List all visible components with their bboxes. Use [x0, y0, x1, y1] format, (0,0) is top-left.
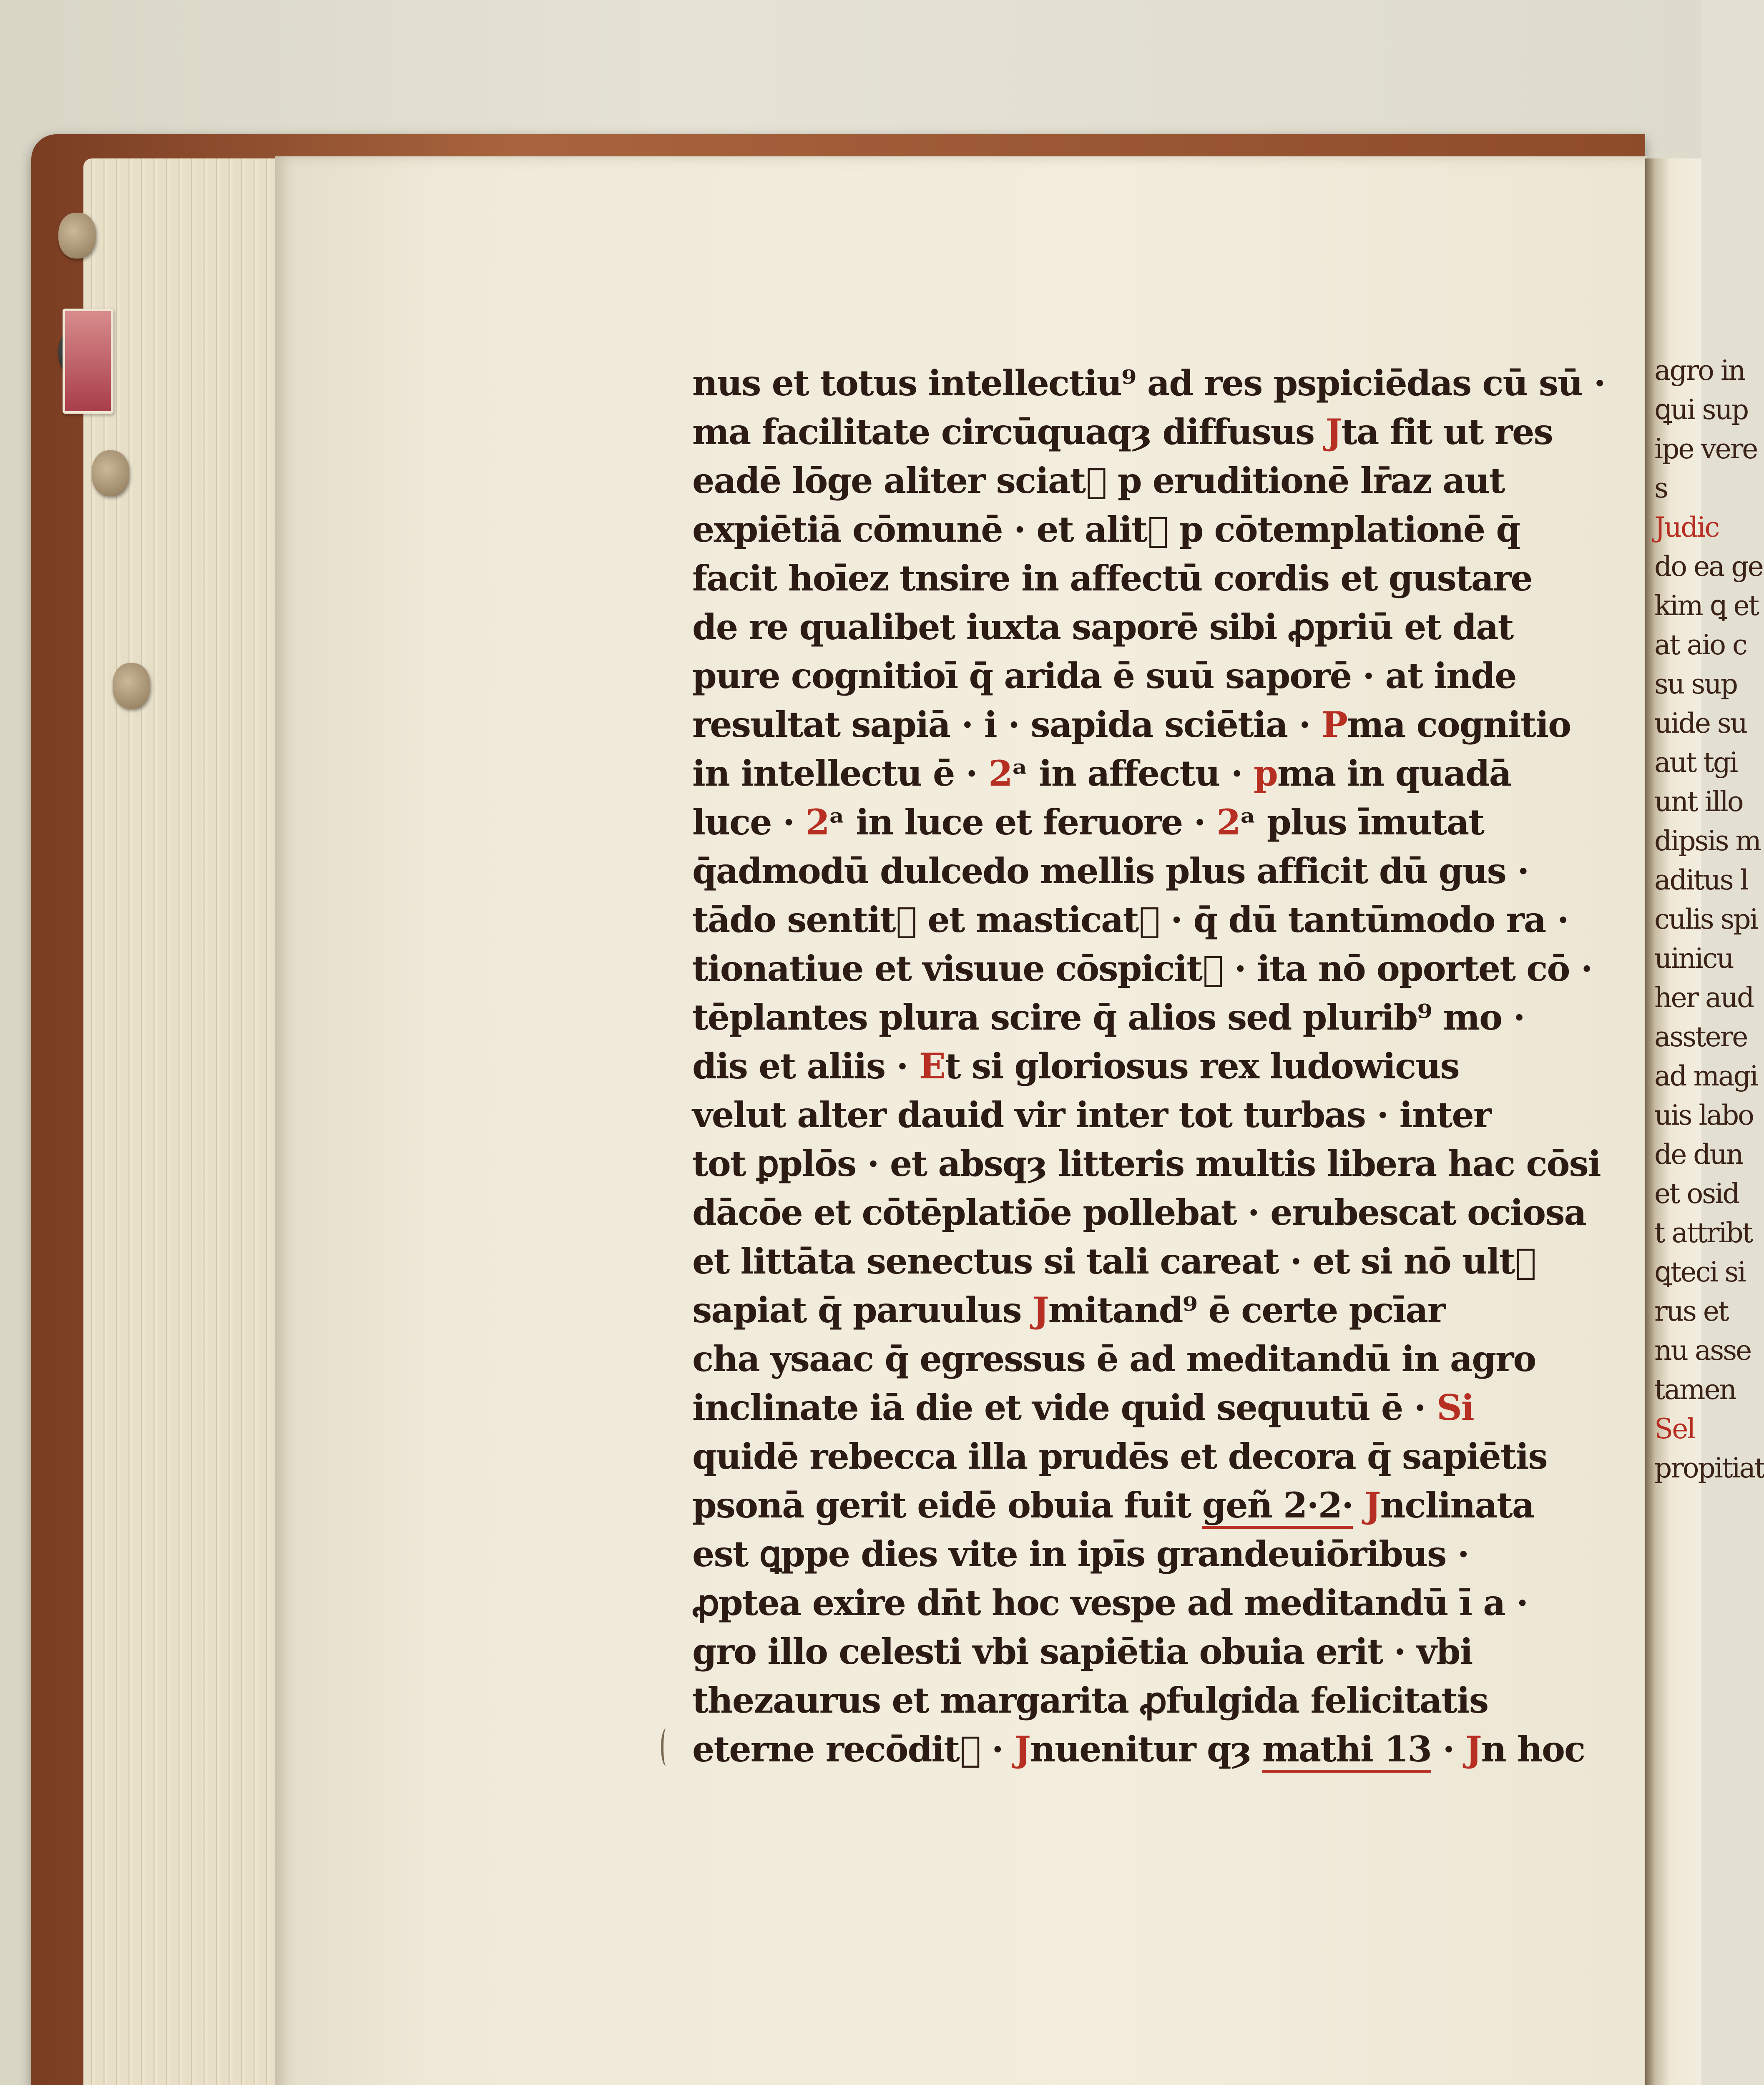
facing-page-fragment: de dun — [1654, 1138, 1743, 1171]
text-segment: pure cognitioī q̄ arida ē suū saporē · at inde — [692, 655, 1516, 696]
facing-page-fragment: nu asse — [1654, 1334, 1751, 1367]
text-segment: ma facilitate circūquaqȝ diffusus — [692, 411, 1326, 452]
text-segment: t si gloriosus rex ludowicus — [945, 1045, 1459, 1087]
text-line — [692, 1530, 1551, 1578]
text-segment: luce · — [692, 801, 806, 843]
text-line — [692, 993, 1551, 1042]
text-segment: velut alter dauid vir inter tot turbas · inter — [692, 1094, 1491, 1135]
facing-page-fragment: asstere — [1654, 1021, 1747, 1053]
text-line — [692, 1090, 1551, 1139]
tie-knot — [92, 450, 129, 496]
text-line — [692, 1627, 1551, 1676]
text-line — [692, 651, 1551, 700]
text-segment: in intellectu ē · — [692, 753, 989, 794]
text-segment: tādo sentit᷑ et masticat᷑ · q̄ dū tantūmodo ra · — [692, 899, 1568, 940]
text-segment: de re qualibet iuxta saporē sibi ꝓpriū et dat — [692, 606, 1513, 648]
rubricated-initial: p — [1254, 753, 1277, 794]
binding-ties — [46, 200, 146, 742]
facing-page-fragment: dipsis m — [1654, 825, 1761, 857]
text-line — [692, 1383, 1551, 1432]
facing-page-fragment: Sel — [1654, 1413, 1695, 1445]
text-line — [692, 1286, 1551, 1334]
facing-page-fragment: aut tgi — [1654, 746, 1737, 779]
text-line — [692, 895, 1568, 944]
text-segment: mitand⁹ ē certe pcīar — [1048, 1289, 1445, 1331]
text-segment: ᵃ plus īmutat — [1240, 801, 1484, 843]
facing-page-fragment: uinicu — [1654, 942, 1733, 975]
rubricated-initial: 2 — [805, 801, 829, 843]
text-segment: cha ysaac q̄ egressus ē ad meditandū in agro — [692, 1338, 1536, 1379]
facing-page-fragment: unt illo — [1654, 786, 1743, 818]
text-line — [692, 749, 1551, 798]
facing-page-fragment: tamen — [1654, 1374, 1736, 1406]
manuscript-text-block — [692, 359, 1605, 1774]
facing-page-fragment: ꝗteci si — [1654, 1256, 1745, 1288]
text-line — [692, 944, 1592, 993]
text-segment: inclinate iā die et vide quid sequutū ē · — [692, 1387, 1437, 1428]
text-line — [692, 1725, 1585, 1774]
tie-knot — [58, 213, 96, 259]
text-segment: dis et aliis · — [692, 1045, 919, 1087]
text-segment: nus et totus intellectiu⁹ ad res pspiciēdas cū sū · — [692, 362, 1605, 404]
facing-page-fragment: s — [1654, 472, 1667, 504]
rubricated-initial: J — [1014, 1728, 1030, 1770]
rubricated-initial: J — [1465, 1728, 1481, 1770]
text-segment: ta fit ut res — [1341, 411, 1553, 452]
text-line — [692, 798, 1551, 847]
text-segment: ᵃ in luce et feruore · — [829, 801, 1217, 843]
facing-page-fragment: kim ꝗ et — [1654, 590, 1759, 622]
text-line — [692, 1188, 1586, 1237]
facing-page-fragment: aditus l — [1654, 864, 1748, 896]
text-segment: et littāta senectus si tali careat · et si nō ult᷑ — [692, 1241, 1536, 1282]
text-line — [692, 359, 1605, 407]
text-line — [692, 1676, 1551, 1725]
text-segment: tēplantes plura scire q̄ alios sed plurib⁹ mo · — [692, 997, 1525, 1038]
text-segment: tot ꝑplōs · et absqȝ litteris multis libera hac cōsi — [692, 1143, 1601, 1184]
facing-page-edge — [1645, 158, 1764, 2085]
text-segment: nclinata — [1380, 1485, 1534, 1526]
facing-page-fragment: ipe vere — [1654, 433, 1757, 465]
text-segment: q̄admodū dulcedo mellis plus afficit dū gus · — [692, 850, 1529, 892]
facing-page-fragment: her aud — [1654, 982, 1754, 1014]
text-segment: facit hoīez tnsire in affectū cordis et gustare — [692, 558, 1532, 599]
rubricated-initial: P — [1321, 704, 1347, 745]
facing-page-fragment: agro in — [1654, 354, 1745, 387]
text-line — [692, 1042, 1551, 1090]
facing-page-fragment: rus et — [1654, 1295, 1728, 1327]
text-segment: · — [1431, 1728, 1465, 1770]
text-line — [692, 1578, 1551, 1627]
text-segment: eadē lōge aliter sciat᷑ p eruditionē lr̄az aut — [692, 460, 1505, 501]
text-line — [692, 456, 1551, 505]
text-segment: n hoc — [1481, 1728, 1585, 1770]
text-line — [692, 700, 1571, 749]
text-segment: ma cognitio — [1347, 704, 1571, 745]
text-segment: thezaurus et margarita ꝓfulgida felicitatis — [692, 1680, 1488, 1721]
text-line — [692, 603, 1551, 651]
rubricated-initial: J — [1364, 1485, 1380, 1526]
facing-page-fragment: Judic — [1654, 511, 1719, 543]
text-segment: dācōe et cōtēplatiōe pollebat · erubescat ociosa — [692, 1192, 1586, 1233]
text-line — [692, 505, 1551, 554]
facing-page-fragment: do ea ge — [1654, 550, 1763, 583]
text-line — [692, 1481, 1551, 1530]
rubricated-initial: J — [1032, 1289, 1048, 1331]
facing-page-fragment: at aio c — [1654, 629, 1746, 661]
text-segment: gro illo celesti vbi sapiētia obuia erit · vbi — [692, 1631, 1473, 1672]
facing-page-fragment: ꝗui sup — [1654, 394, 1748, 426]
facing-page-fragment: propitiat — [1654, 1452, 1764, 1484]
text-segment: psonā gerit eidē obuia fuit — [692, 1485, 1202, 1526]
text-line — [692, 1334, 1551, 1383]
facing-page-fragment: uis labo — [1654, 1099, 1753, 1131]
rubricated-initial: J — [1325, 411, 1342, 452]
pencil-mark — [661, 1728, 671, 1766]
text-line — [692, 1432, 1551, 1481]
rubricated-initial: 2 — [1216, 801, 1240, 843]
text-segment: sapiat q̄ paruulus — [692, 1289, 1033, 1331]
scripture-reference: mathi 13 — [1262, 1728, 1431, 1773]
facing-page-fragment: culis spi — [1654, 903, 1757, 935]
facing-page-fragment: su sup — [1654, 668, 1737, 700]
text-segment: expiētiā cōmunē · et alit᷑ p cōtemplationē q̄ — [692, 509, 1520, 550]
rubricated-initial: Si — [1437, 1387, 1474, 1428]
text-line — [692, 847, 1551, 895]
text-line — [692, 407, 1551, 456]
tie-knot — [113, 663, 150, 709]
text-segment: nuenitur qȝ — [1030, 1728, 1262, 1770]
facing-page-fragment: ad magi — [1654, 1060, 1757, 1092]
rubricated-initial: 2 — [988, 753, 1012, 794]
text-segment: quidē rebecca illa prudēs et decora q̄ sapiētis — [692, 1436, 1547, 1477]
facing-page-fragment: et osid — [1654, 1178, 1739, 1210]
text-segment: ꝓptea exire dn̄t hoc vespe ad meditandū ī a · — [692, 1582, 1528, 1623]
text-line — [692, 554, 1551, 603]
text-segment: ᵃ in affectu · — [1012, 753, 1254, 794]
scripture-reference: geñ 2·2· — [1202, 1485, 1353, 1529]
facing-page-fragment: t attribt — [1654, 1217, 1752, 1249]
text-segment — [1353, 1485, 1364, 1526]
facing-page-fragment: uide su — [1654, 707, 1747, 739]
text-segment: tionatiue et visuue cōspicit᷑ · ita nō oportet cō · — [692, 948, 1592, 989]
rubricated-initial: E — [919, 1045, 945, 1087]
text-line — [692, 1139, 1601, 1188]
text-segment: ma in quadā — [1277, 753, 1511, 794]
text-segment: est ꝗppe dies vite in ipīs grandeuiōribus · — [692, 1533, 1469, 1575]
text-segment: resultat sapiā · i · sapida sciētia · — [692, 704, 1322, 745]
red-bookmark-tab — [63, 309, 113, 414]
text-segment: eterne recōdit᷑ · — [692, 1728, 1015, 1770]
text-line — [692, 1237, 1551, 1286]
